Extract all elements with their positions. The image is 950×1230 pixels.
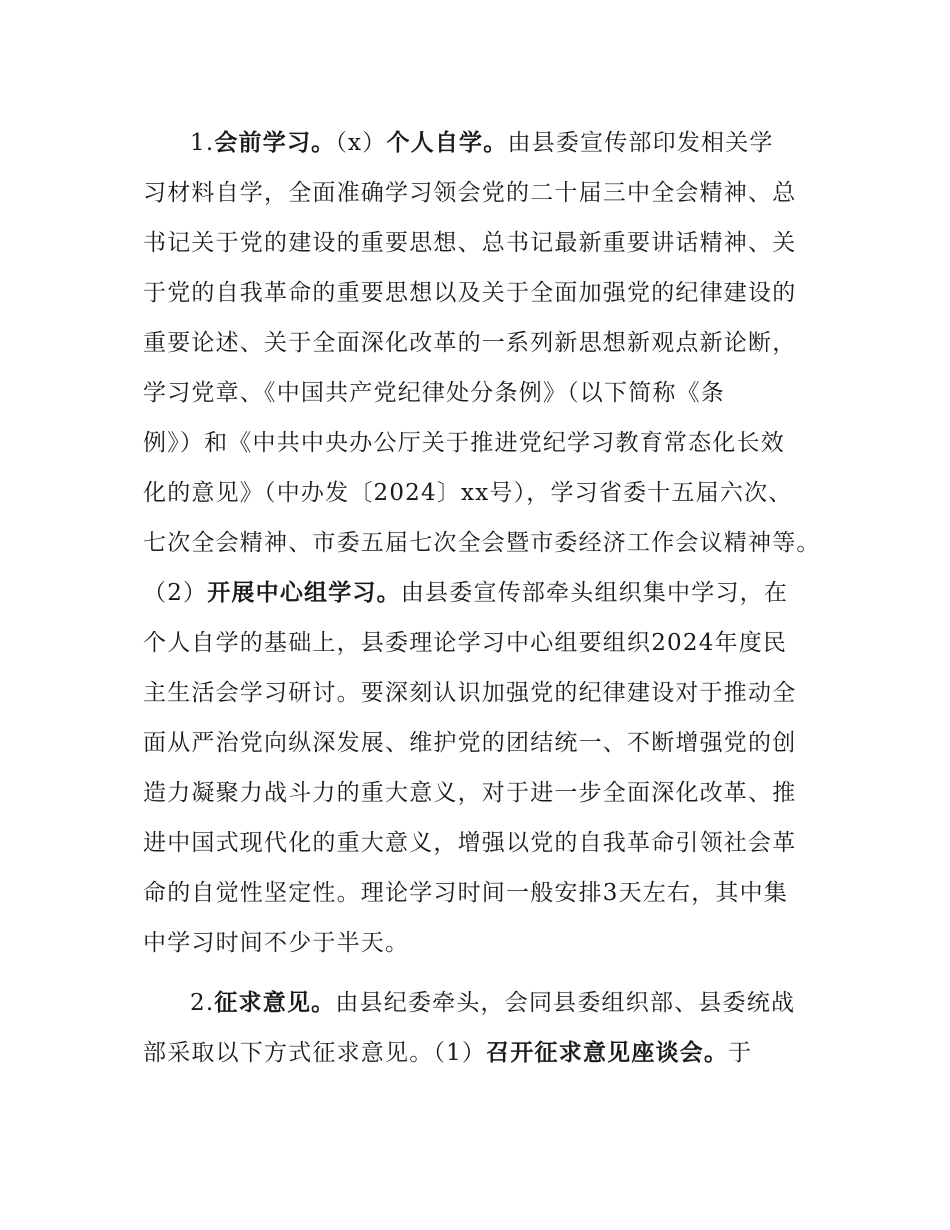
body-text: 2.	[190, 990, 215, 1016]
bold-heading-text: 会前学习。	[214, 130, 336, 156]
text-line	[143, 528, 821, 558]
text-line	[143, 478, 792, 508]
text-line	[143, 828, 796, 858]
bold-heading-text: 召开征求意见座谈会。	[486, 1040, 729, 1066]
body-text: 1.	[190, 130, 215, 156]
body-text: 造力凝聚力战斗力的重大意义，对于进一步全面深化改革、推	[143, 780, 797, 806]
text-line	[143, 678, 796, 708]
body-text: 由县委宣传部牵头组织集中学习，在	[400, 580, 789, 606]
body-text: 由县纪委牵头，会同县委组织部、县委统战	[335, 990, 796, 1016]
body-text: 书记关于党的建设的重要思想、总书记最新重要讲话精神、关	[143, 230, 797, 256]
body-text: 学习党章、《中国共产党纪律处分条例》（以下简称《条	[143, 380, 725, 406]
text-line	[143, 278, 796, 308]
body-text: 于党的自我革命的重要思想以及关于全面加强党的纪律建设的	[143, 280, 797, 306]
text-line	[143, 428, 785, 458]
body-text: （x）	[335, 130, 387, 156]
text-line	[143, 328, 796, 358]
text-line	[143, 228, 796, 258]
text-line	[190, 988, 795, 1018]
body-text: 中学习时间不少于半天。	[143, 930, 410, 956]
body-text: 七次全会精神、市委五届七次全会暨市委经济工作会议精神等。	[143, 530, 821, 556]
text-line	[143, 178, 796, 208]
body-text: 面从严治党向纵深发展、维护党的团结统一、不断增强党的创	[143, 730, 797, 756]
text-line	[143, 1038, 752, 1068]
body-text: 部采取以下方式征求意见。（1）	[143, 1040, 487, 1066]
bold-heading-text: 征求意见。	[214, 990, 336, 1016]
text-line	[143, 378, 725, 408]
body-text: 习材料自学，全面准确学习领会党的二十届三中全会精神、总	[143, 180, 797, 206]
text-line	[190, 128, 774, 158]
bold-heading-text: 个人自学。	[386, 130, 508, 156]
text-line	[143, 578, 788, 608]
body-text: 于	[728, 1040, 753, 1066]
body-text: 命的自觉性坚定性。理论学习时间一般安排3天左右，其中集	[143, 880, 789, 906]
body-text: 由县委宣传部印发相关学	[507, 130, 774, 156]
body-text: 进中国式现代化的重大意义，增强以党的自我革命引领社会革	[143, 830, 797, 856]
text-line	[143, 778, 796, 808]
body-text: 例》）和《中共中央办公厅关于推进党纪学习教育常态化长效	[143, 430, 785, 456]
body-text: 化的意见》（中办发〔2024〕xx号），学习省委十五届六次、	[143, 480, 793, 506]
body-text: 个人自学的基础上，县委理论学习中心组要组织2024年度民	[143, 630, 788, 656]
body-text: 主生活会学习研讨。要深刻认识加强党的纪律建设对于推动全	[143, 680, 797, 706]
text-line	[143, 628, 787, 658]
text-line	[143, 878, 788, 908]
body-text: （2）	[143, 580, 208, 606]
text-line	[143, 928, 409, 958]
text-line	[143, 728, 796, 758]
bold-heading-text: 开展中心组学习。	[207, 580, 401, 606]
body-text: 重要论述、关于全面深化改革的一系列新思想新观点新论断，	[143, 330, 797, 356]
